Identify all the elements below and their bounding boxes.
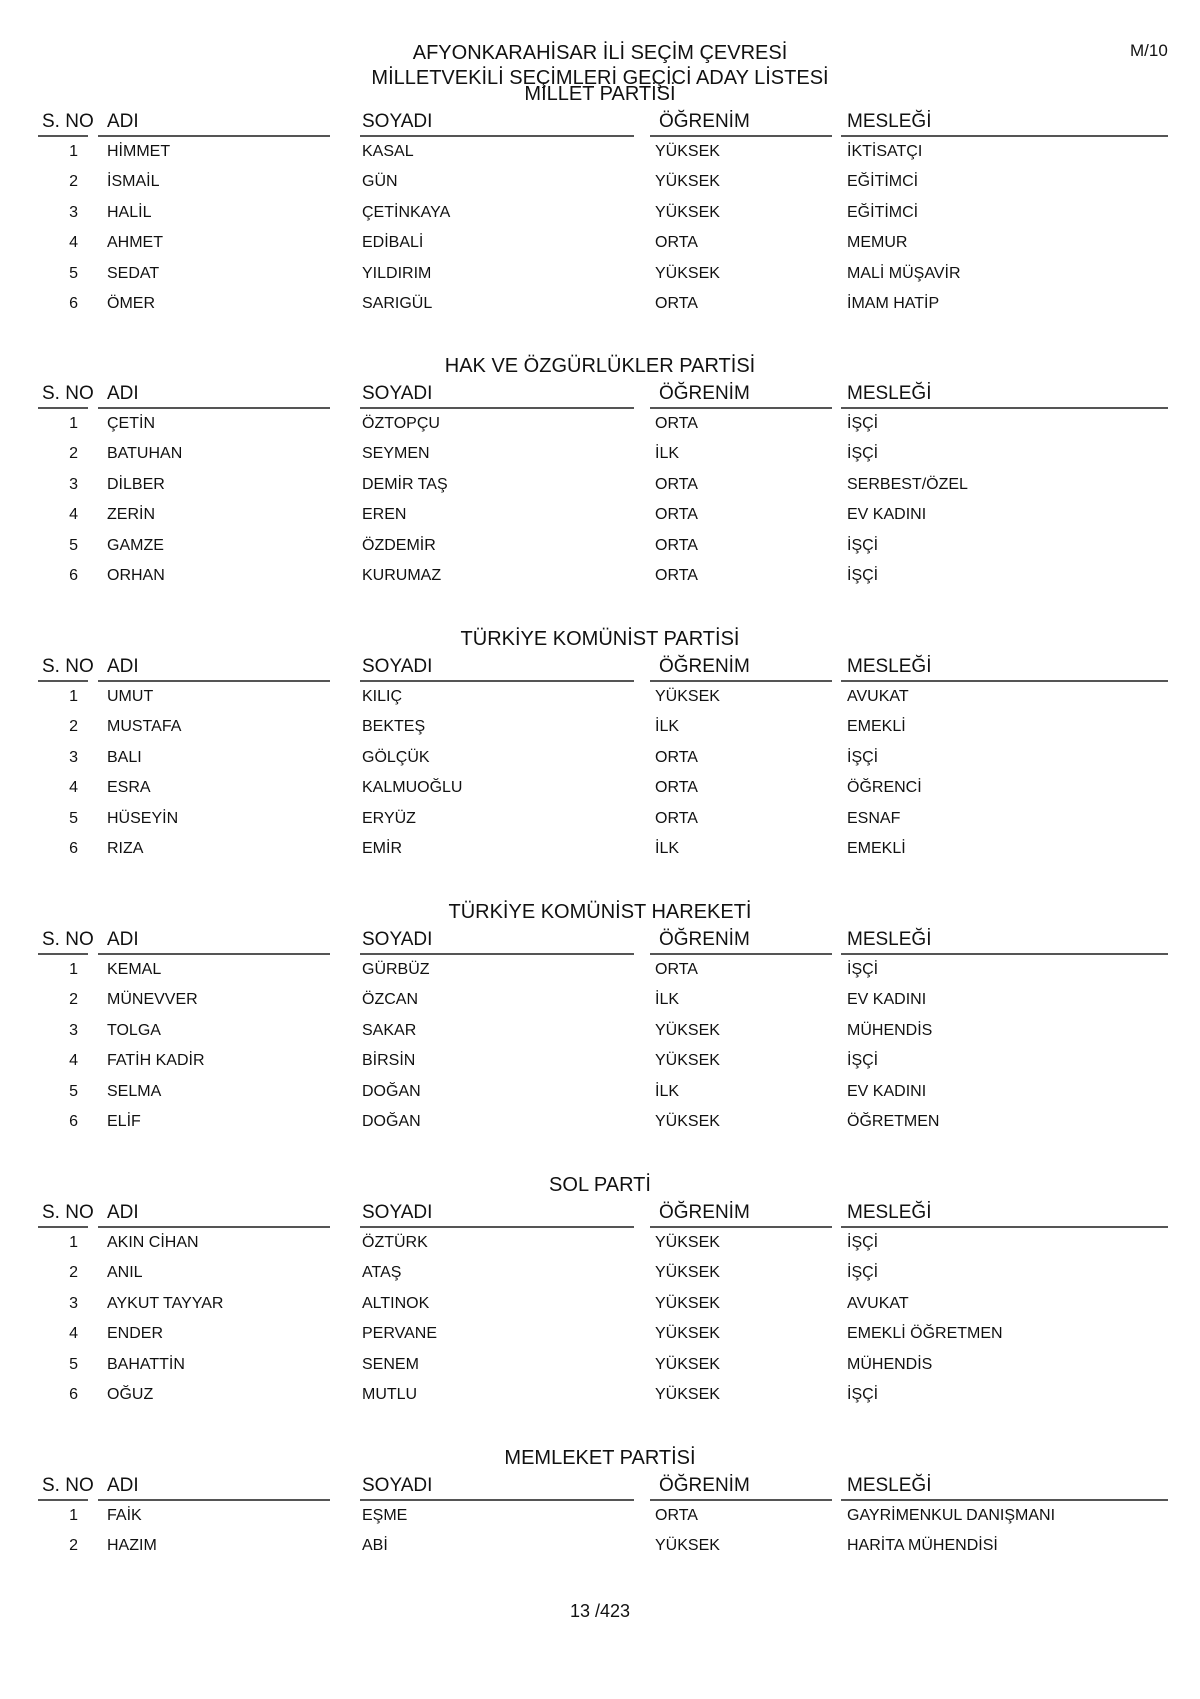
candidate-profession: İŞÇİ <box>847 1052 879 1070</box>
candidate-education: İLK <box>655 1082 680 1100</box>
row-number: 2 <box>69 445 78 463</box>
candidate-profession: İŞÇİ <box>847 961 879 978</box>
party-title: TÜRKİYE KOMÜNİST HAREKETİ <box>448 901 752 923</box>
candidate-surname: KALMUOĞLU <box>362 779 463 797</box>
candidate-surname: EREN <box>362 506 407 524</box>
candidate-surname: ÖZDEMİR <box>362 536 436 554</box>
page-number: 13 /423 <box>569 1601 631 1621</box>
candidate-education: ORTA <box>655 566 698 584</box>
candidate-surname: YILDIRIM <box>362 264 432 282</box>
column-header-soyad: SOYADI <box>362 656 433 677</box>
page-code: M/10 <box>1130 41 1168 60</box>
table-header <box>38 383 1168 409</box>
candidate-profession: İŞÇİ <box>847 445 879 463</box>
candidate-profession: İŞÇİ <box>847 1264 879 1282</box>
table-row <box>38 1380 1168 1410</box>
candidate-education: YÜKSEK <box>655 1294 720 1312</box>
column-header-ogrenim: ÖĞRENİM <box>659 929 750 950</box>
column-header-meslek: MESLEĞİ <box>847 111 932 132</box>
candidate-surname: KASAL <box>362 143 414 160</box>
column-header-meslek: MESLEĞİ <box>847 1202 932 1223</box>
column-header-meslek: MESLEĞİ <box>847 656 932 677</box>
candidate-surname: SAKAR <box>362 1021 417 1039</box>
table-row <box>38 167 1168 197</box>
column-header-soyad: SOYADI <box>362 1202 433 1223</box>
candidate-first-name: FATİH KADİR <box>107 1052 205 1070</box>
column-header-soyad: SOYADI <box>362 929 433 950</box>
candidate-first-name: TOLGA <box>107 1021 161 1039</box>
row-number: 2 <box>69 173 78 191</box>
party-title: TÜRKİYE KOMÜNİST PARTİSİ <box>460 628 740 650</box>
candidate-education: YÜKSEK <box>655 1325 720 1343</box>
candidate-surname: ÇETİNKAYA <box>362 203 451 221</box>
candidate-surname: GÜN <box>362 173 398 191</box>
candidate-education: YÜKSEK <box>655 1052 720 1070</box>
table-header <box>38 111 1168 137</box>
party-section <box>38 1170 1168 1410</box>
row-number: 2 <box>69 1264 78 1282</box>
table-row <box>38 682 1168 712</box>
candidate-profession: ÖĞRETMEN <box>847 1112 940 1130</box>
column-header-no: S. NO <box>42 1475 94 1496</box>
candidate-surname: EDİBALİ <box>362 234 424 252</box>
table-row <box>38 1350 1168 1380</box>
candidate-profession: MÜHENDİS <box>847 1355 933 1373</box>
table-row <box>38 289 1168 319</box>
table-row <box>38 1228 1168 1258</box>
candidate-education: YÜKSEK <box>655 1021 720 1039</box>
table-row <box>38 409 1168 439</box>
candidate-profession: SERBEST/ÖZEL <box>847 475 968 493</box>
table-row <box>38 259 1168 289</box>
candidate-first-name: ÖMER <box>107 294 155 312</box>
candidate-education: YÜKSEK <box>655 1355 720 1373</box>
column-header-meslek: MESLEĞİ <box>847 929 932 950</box>
candidate-surname: ALTINOK <box>362 1294 430 1312</box>
candidate-education: ORTA <box>655 961 698 978</box>
candidate-education: YÜKSEK <box>655 1385 720 1403</box>
table-row <box>38 531 1168 561</box>
candidate-profession: İŞÇİ <box>847 415 879 432</box>
candidate-surname: ÖZTÜRK <box>362 1234 428 1251</box>
candidate-profession: İMAM HATİP <box>847 294 940 312</box>
row-number: 6 <box>69 566 78 584</box>
table-row <box>38 439 1168 469</box>
column-header-ad: ADI <box>107 929 139 950</box>
candidate-profession: AVUKAT <box>847 688 909 705</box>
candidate-education: İLK <box>655 718 680 736</box>
candidate-profession: İKTİSATÇI <box>847 143 923 160</box>
candidate-education: ORTA <box>655 809 698 827</box>
column-header-ogrenim: ÖĞRENİM <box>659 1202 750 1223</box>
table-row <box>38 773 1168 803</box>
column-header-ogrenim: ÖĞRENİM <box>659 656 750 677</box>
candidate-education: ORTA <box>655 1507 698 1524</box>
table-row <box>38 1077 1168 1107</box>
table-row <box>38 1531 1168 1561</box>
row-number: 4 <box>69 779 78 797</box>
candidate-first-name: BAHATTİN <box>107 1355 185 1373</box>
candidate-first-name: ELİF <box>107 1112 141 1130</box>
candidate-first-name: MUSTAFA <box>107 718 182 736</box>
candidate-profession: İŞÇİ <box>847 536 879 554</box>
row-number: 1 <box>69 688 78 705</box>
table-row <box>38 137 1168 167</box>
candidate-profession: EĞİTİMCİ <box>847 173 919 191</box>
candidate-surname: ÖZTOPÇU <box>362 415 440 432</box>
candidate-surname: PERVANE <box>362 1325 437 1343</box>
row-number: 3 <box>69 1294 78 1312</box>
candidate-first-name: ÇETİN <box>107 415 155 432</box>
table-row <box>38 804 1168 834</box>
candidate-first-name: ENDER <box>107 1325 164 1343</box>
table-row <box>38 561 1168 591</box>
candidate-first-name: SELMA <box>107 1082 162 1100</box>
candidate-first-name: ANIL <box>107 1264 143 1282</box>
table-header <box>38 656 1168 682</box>
table-row <box>38 1046 1168 1076</box>
candidate-education: YÜKSEK <box>655 1112 720 1130</box>
candidate-profession: İŞÇİ <box>847 1234 879 1251</box>
row-number: 5 <box>69 809 78 827</box>
candidate-surname: GÖLÇÜK <box>362 748 430 766</box>
row-number: 4 <box>69 1325 78 1343</box>
candidate-education: İLK <box>655 839 680 857</box>
candidate-first-name: ESRA <box>107 779 151 797</box>
candidate-profession: EĞİTİMCİ <box>847 203 919 221</box>
candidate-first-name: HALİL <box>107 203 152 221</box>
candidate-first-name: AHMET <box>107 234 163 252</box>
column-header-ogrenim: ÖĞRENİM <box>659 383 750 404</box>
column-header-ogrenim: ÖĞRENİM <box>659 111 750 132</box>
column-header-ogrenim: ÖĞRENİM <box>659 1475 750 1496</box>
party-title: MİLLET PARTİSİ <box>524 83 676 105</box>
column-header-soyad: SOYADI <box>362 1475 433 1496</box>
candidate-surname: SARIGÜL <box>362 294 433 312</box>
candidate-surname: EMİR <box>362 839 402 857</box>
candidate-education: YÜKSEK <box>655 264 720 282</box>
candidate-surname: DEMİR TAŞ <box>362 475 448 493</box>
candidate-education: İLK <box>655 991 680 1009</box>
column-header-no: S. NO <box>42 929 94 950</box>
column-header-soyad: SOYADI <box>362 383 433 404</box>
candidate-surname: EŞME <box>362 1507 408 1524</box>
candidate-first-name: RIZA <box>107 839 144 857</box>
candidate-profession: GAYRİMENKUL DANIŞMANI <box>847 1507 1056 1524</box>
candidate-surname: ABİ <box>362 1537 388 1555</box>
party-title: HAK VE ÖZGÜRLÜKLER PARTİSİ <box>444 355 756 377</box>
row-number: 6 <box>69 1112 78 1130</box>
candidate-first-name: HİMMET <box>107 143 171 160</box>
row-number: 3 <box>69 1021 78 1039</box>
candidate-education: ORTA <box>655 506 698 524</box>
candidate-first-name: KEMAL <box>107 961 162 978</box>
table-row <box>38 470 1168 500</box>
candidate-education: ORTA <box>655 294 698 312</box>
row-number: 1 <box>69 1234 78 1251</box>
table-row <box>38 1016 1168 1046</box>
candidate-profession: EMEKLİ <box>847 839 906 857</box>
candidate-first-name: BATUHAN <box>107 445 183 463</box>
candidate-first-name: AKIN CİHAN <box>107 1234 199 1251</box>
table-header <box>38 1475 1168 1501</box>
table-row <box>38 743 1168 773</box>
candidate-first-name: OĞUZ <box>107 1385 154 1403</box>
candidate-profession: İŞÇİ <box>847 748 879 766</box>
row-number: 5 <box>69 1355 78 1373</box>
row-number: 1 <box>69 415 78 432</box>
candidate-first-name: BALI <box>107 748 142 766</box>
candidate-first-name: HAZIM <box>107 1537 157 1555</box>
candidate-profession: EV KADINI <box>847 1082 927 1100</box>
row-number: 4 <box>69 1052 78 1070</box>
column-header-no: S. NO <box>42 111 94 132</box>
candidate-education: ORTA <box>655 234 698 252</box>
candidate-first-name: İSMAİL <box>107 173 160 191</box>
candidate-education: YÜKSEK <box>655 1234 720 1251</box>
party-section <box>38 79 1168 319</box>
table-row <box>38 1289 1168 1319</box>
candidate-surname: ERYÜZ <box>362 809 416 827</box>
candidate-education: YÜKSEK <box>655 1537 720 1555</box>
party-section <box>38 897 1168 1137</box>
candidate-first-name: ORHAN <box>107 566 165 584</box>
table-row <box>38 1501 1168 1531</box>
row-number: 3 <box>69 475 78 493</box>
candidate-first-name: FAİK <box>107 1507 142 1524</box>
candidate-surname: SENEM <box>362 1355 419 1373</box>
row-number: 2 <box>69 718 78 736</box>
column-header-meslek: MESLEĞİ <box>847 1475 932 1496</box>
candidate-surname: KURUMAZ <box>362 566 442 584</box>
candidate-first-name: ZERİN <box>107 506 155 524</box>
candidate-surname: SEYMEN <box>362 445 430 463</box>
candidate-education: ORTA <box>655 536 698 554</box>
column-header-ad: ADI <box>107 111 139 132</box>
candidate-profession: İŞÇİ <box>847 1385 879 1403</box>
candidate-education: ORTA <box>655 779 698 797</box>
party-section <box>38 1443 1168 1562</box>
candidate-first-name: HÜSEYİN <box>107 809 179 827</box>
candidate-education: İLK <box>655 445 680 463</box>
candidate-first-name: DİLBER <box>107 475 165 493</box>
candidate-profession: EV KADINI <box>847 991 927 1009</box>
title-line: MİLLETVEKİLİ SEÇİMLERİ GEÇİCİ ADAY LİSTESİ <box>371 67 829 89</box>
candidate-profession: ESNAF <box>847 809 901 827</box>
table-header <box>38 929 1168 955</box>
party-title: MEMLEKET PARTİSİ <box>504 1447 696 1469</box>
candidate-profession: EMEKLİ <box>847 718 906 736</box>
title-line: AFYONKARAHİSAR İLİ SEÇİM ÇEVRESİ <box>412 42 788 64</box>
column-header-no: S. NO <box>42 383 94 404</box>
row-number: 6 <box>69 839 78 857</box>
candidate-surname: BEKTEŞ <box>362 718 426 736</box>
column-header-no: S. NO <box>42 1202 94 1223</box>
candidate-profession: MÜHENDİS <box>847 1021 933 1039</box>
candidate-profession: MEMUR <box>847 234 908 252</box>
candidate-profession: AVUKAT <box>847 1294 909 1312</box>
column-header-ad: ADI <box>107 656 139 677</box>
row-number: 3 <box>69 203 78 221</box>
candidate-education: ORTA <box>655 748 698 766</box>
row-number: 1 <box>69 143 78 160</box>
candidate-surname: MUTLU <box>362 1385 418 1403</box>
candidate-surname: KILIÇ <box>362 688 403 705</box>
party-title: SOL PARTİ <box>549 1174 651 1196</box>
table-row <box>38 1107 1168 1137</box>
column-header-meslek: MESLEĞİ <box>847 383 932 404</box>
candidate-surname: ÖZCAN <box>362 991 418 1009</box>
candidate-profession: EV KADINI <box>847 506 927 524</box>
row-number: 6 <box>69 1385 78 1403</box>
row-number: 1 <box>69 1507 78 1524</box>
candidate-profession: HARİTA MÜHENDİSİ <box>847 1537 998 1555</box>
candidate-education: YÜKSEK <box>655 688 720 705</box>
candidate-education: YÜKSEK <box>655 143 720 160</box>
row-number: 5 <box>69 1082 78 1100</box>
candidate-education: YÜKSEK <box>655 1264 720 1282</box>
column-header-ad: ADI <box>107 1202 139 1223</box>
candidate-first-name: MÜNEVVER <box>107 991 198 1009</box>
candidate-education: YÜKSEK <box>655 173 720 191</box>
candidate-first-name: UMUT <box>107 688 154 705</box>
candidate-profession: EMEKLİ ÖĞRETMEN <box>847 1325 1003 1343</box>
table-row <box>38 712 1168 742</box>
row-number: 4 <box>69 506 78 524</box>
row-number: 2 <box>69 1537 78 1555</box>
row-number: 5 <box>69 264 78 282</box>
row-number: 3 <box>69 748 78 766</box>
column-header-ad: ADI <box>107 1475 139 1496</box>
table-row <box>38 955 1168 985</box>
row-number: 6 <box>69 294 78 312</box>
candidate-education: ORTA <box>655 415 698 432</box>
row-number: 2 <box>69 991 78 1009</box>
row-number: 1 <box>69 961 78 978</box>
column-header-soyad: SOYADI <box>362 111 433 132</box>
candidate-surname: DOĞAN <box>362 1082 421 1100</box>
candidate-surname: BİRSİN <box>362 1052 416 1070</box>
table-row <box>38 198 1168 228</box>
table-row <box>38 228 1168 258</box>
candidate-profession: MALİ MÜŞAVİR <box>847 264 961 282</box>
table-row <box>38 1319 1168 1349</box>
candidate-first-name: AYKUT TAYYAR <box>107 1294 224 1312</box>
column-header-no: S. NO <box>42 656 94 677</box>
candidate-profession: İŞÇİ <box>847 566 879 584</box>
table-header <box>38 1202 1168 1228</box>
candidate-surname: ATAŞ <box>362 1264 402 1282</box>
candidate-surname: DOĞAN <box>362 1112 421 1130</box>
party-section <box>38 624 1168 864</box>
column-header-ad: ADI <box>107 383 139 404</box>
candidate-education: YÜKSEK <box>655 203 720 221</box>
table-row <box>38 500 1168 530</box>
row-number: 5 <box>69 536 78 554</box>
table-row <box>38 985 1168 1015</box>
table-row <box>38 1258 1168 1288</box>
candidate-profession: ÖĞRENCİ <box>847 779 922 797</box>
candidate-education: ORTA <box>655 475 698 493</box>
party-section <box>38 351 1168 591</box>
row-number: 4 <box>69 234 78 252</box>
candidate-surname: GÜRBÜZ <box>362 961 430 978</box>
candidate-first-name: GAMZE <box>107 536 164 554</box>
candidate-first-name: SEDAT <box>107 264 160 282</box>
table-row <box>38 834 1168 864</box>
